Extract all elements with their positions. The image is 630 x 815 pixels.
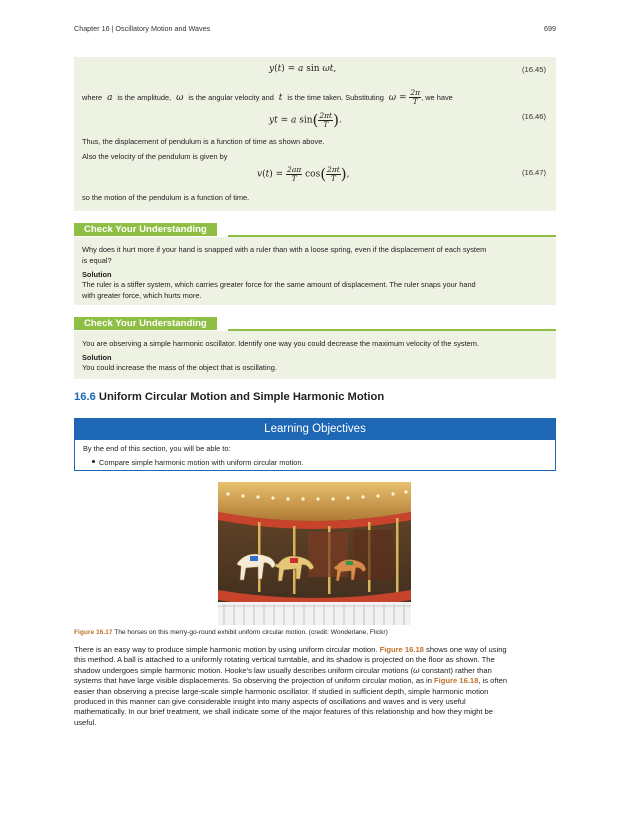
carousel-photo [218,482,411,625]
equation-16-46: yt = a sin( $\frac{2\pi t}{T}$ ). [269,110,342,129]
text-line: mathematically. In our brief treatment, we shall indicate some of the major features of this relationship and how they might be [74,707,493,717]
text-fragment: is the amplitude, [117,93,172,102]
equation-16-47: v(t) = $\frac{2a\pi}{T}$ cos( $\frac{2\pi t}{T}$ ), [257,164,350,183]
equation-number: (16.46) [521,112,546,121]
text-line: this method. A ball is attached to a uniformly rotating vertical turntable, and its shadow is projected on the floor as shown. The [74,655,495,665]
bullet-icon [92,460,95,463]
check-understanding-title: Check Your Understanding [74,223,217,236]
figure-caption [74,629,388,636]
text-line: with greater force, which hurts more. [82,290,202,300]
chapter-title: Chapter 16 | Oscillatory Motion and Waves [74,24,211,33]
text-line: Why does it hurt more if your hand is snapped with a ruler than with a loose spring, even if the displacement of each system [82,245,487,254]
so-text: so the motion of the pendulum is a function of time. [82,193,250,202]
text-line [74,676,558,686]
figure-link[interactable]: Figure 16.18 [434,676,479,686]
figure-label: Figure 16.17 [74,629,113,636]
equation-number: (16.45) [521,65,546,74]
text-fragment: shadow undergoes simple harmonic motion. Hooke's law usually describes uniform circular motions ( [74,665,414,675]
solution-label: Solution [82,353,112,362]
learning-objectives-heading: Learning Objectives [75,419,555,440]
thus-text: Thus, the displacement of pendulum is a function of time as shown above. [82,137,325,146]
text-fragment: , is often [478,676,508,686]
section-title: Uniform Circular Motion and Simple Harmonic Motion [98,391,385,403]
where-sentence: where a is the amplitude, ω is the angular velocity and t is the time taken. Substituting ω = $\frac{2\pi}{T}$ , we have [82,88,453,106]
text-fragment: is the time taken. Substituting [287,93,384,102]
text-line: is equal? [82,255,112,265]
check-understanding-box [74,237,556,305]
body-paragraph [74,645,558,728]
text-fragment: constant) rather than [419,665,492,675]
equation-box [74,57,556,211]
text-fragment: There is an easy way to produce simple harmonic motion by using uniform circular motion. [74,645,380,654]
also-text: Also the velocity of the pendulum is given by [82,152,228,161]
text-line: easier than observing a precise large-scale simple harmonic oscillator. If studied in sufficient depth, simple harmonic motion [74,686,489,696]
learning-objectives-intro: By the end of this section, you will be able to: [83,444,231,453]
question-text: You are observing a simple harmonic oscillator. Identify one way you could decrease the maximum velocity of the system. [82,339,479,348]
text-line [74,645,558,655]
text-fragment: is the angular velocity and [188,93,274,102]
question-text [82,245,546,266]
section-number: 16.6 [74,391,96,403]
caption-text: The horses on this merry-go-round exhibit uniform circular motion. (credit: Wonderlane, Flickr) [112,629,388,636]
solution-text: You could increase the mass of the object that is oscillating. [82,363,277,372]
equation-16-45: y(t) = a sin ωt, [269,64,337,74]
figure-link[interactable]: Figure 16.18 [379,645,424,654]
check-understanding-box [74,331,556,379]
learning-objective-item: Compare simple harmonic motion with uniform circular motion. [99,458,304,467]
text-line: shadow undergoes simple harmonic motion. Hooke's law usually describes uniform circular motions (ω constant) rather than [74,665,492,675]
solution-label: Solution [82,270,112,279]
text-fragment: shows one way of using [423,645,507,654]
text-fragment: where [82,93,103,102]
text-line: produced in this manner can give considerable insight into many aspects of oscillations and waves and is very useful [74,697,466,707]
page-header [74,24,556,36]
text-line: The ruler is a stiffer system, which carries greater force for the same amount of displacement. The ruler snaps your hand [82,280,476,289]
page-number: 699 [544,24,556,33]
text-fragment: , we have [421,93,453,102]
learning-objectives-box [74,418,556,471]
text-fragment: systems that have large visible displacements. So observing the projection of uniform circular motion, as in [74,676,435,686]
check-understanding-title: Check Your Understanding [74,317,217,330]
solution-text [82,280,546,301]
equation-number: (16.47) [521,168,546,177]
section-heading [74,391,384,403]
text-line: useful. [74,717,97,727]
